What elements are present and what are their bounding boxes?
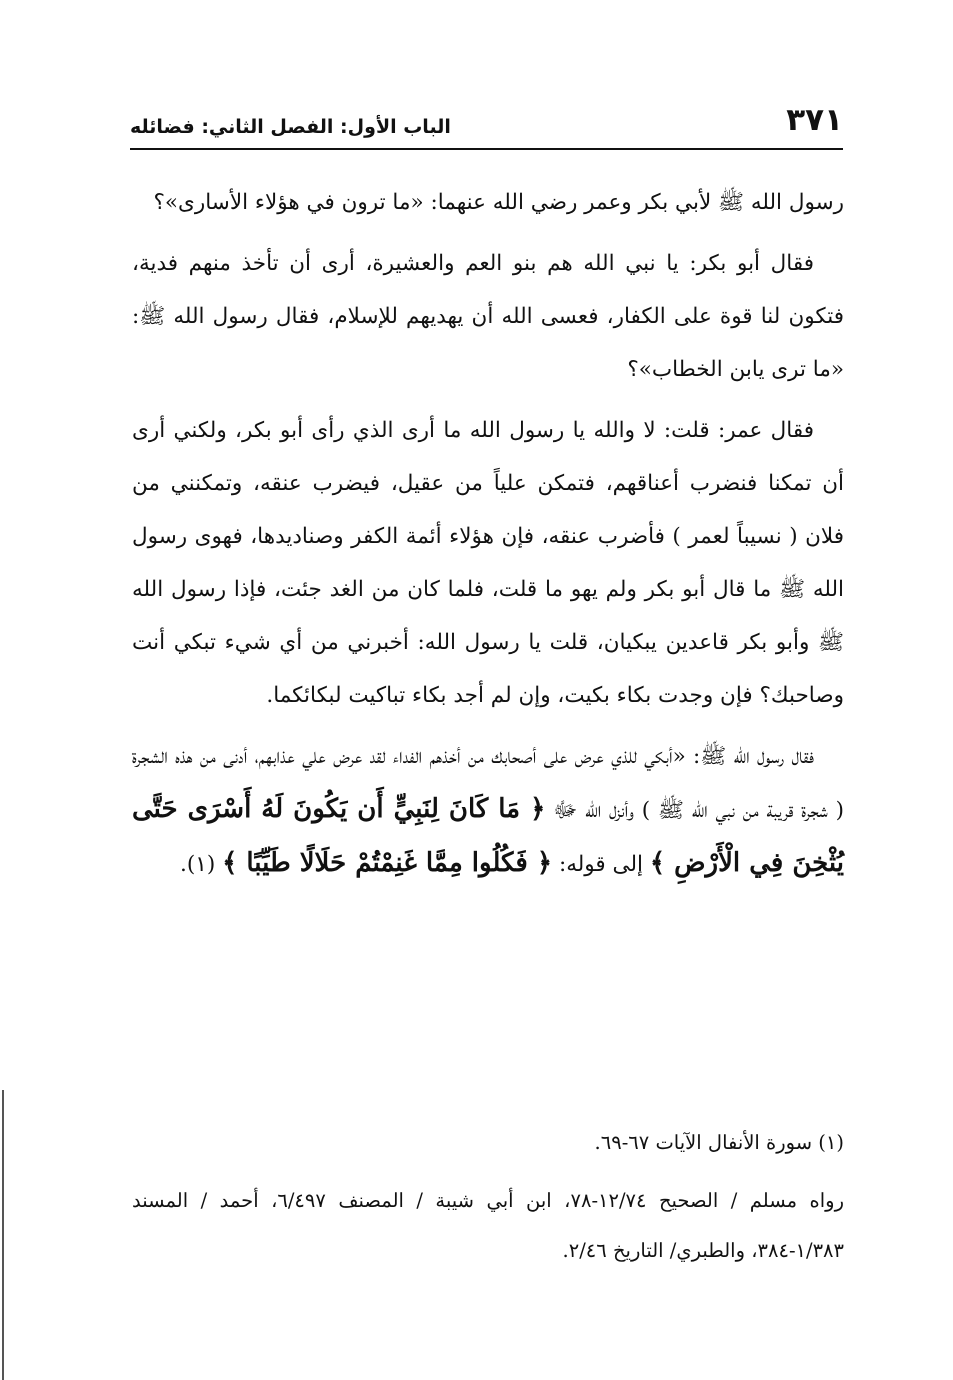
paragraph-4-connector: إلى قوله: (558, 852, 643, 877)
page-header (130, 102, 843, 148)
paragraph-1: رسول الله ﷺ لأبي بكر وعمر رضي الله عنهما: «ما ترون في هؤلاء الأسارى»؟ (153, 190, 844, 215)
quran-verse-1: ﴿ مَا كَانَ لِنَبِيٍّ أَن يَكُونَ لَهُ أَسْرَى حَتَّى يُثْخِنَ فِي الْأَرْضِ ﴾ (132, 794, 844, 878)
running-title: الباب الأول: الفصل الثاني: فضائله (130, 116, 451, 138)
header-rule (130, 148, 843, 150)
paragraph-2: فقال أبو بكر: يا نبي الله هم بنو العم والعشيرة، أرى أن تأخذ منهم فدية، فتكون لنا قوة على الكفار، فعسى الله أن يهديهم للإسلام، فقال رسول الله ﷺ: «ما ترى يابن الخطاب»؟ (132, 251, 844, 382)
footnote-1: (١) سورة الأنفال الآيات ٦٧-٦٩. (594, 1131, 844, 1154)
paragraph-4-text: فقال رسول الله ﷺ: «أبكي للذي عرض على أصحابك من أخذهم الفداء لقد عرض علي عذابهم، أدنى من هذه الشجرة ( شجرة قريبة من نبي الله ﷺ ) وأنزل الله ﷻ (132, 744, 844, 823)
paragraph-4 (132, 730, 844, 891)
footnote-marker: (١). (180, 852, 216, 877)
main-text (132, 176, 844, 899)
paragraph-3: فقال عمر: قلت: لا والله يا رسول الله ما أرى الذي رأى أبو بكر، ولكني أرى أن تمكنا فنضرب أعناقهم، فتمكن علياً من عقيل، فيضرب عنقه، وتمكنني من فلان ( نسيباً لعمر ) فأضرب عنقه، فإن هؤلاء أئمة الكفر وصناديدها، فهوى رسول الله ﷺ ما قال أبو بكر ولم يهو ما قلت، فلما كان من الغد جئت، فإذا رسول الله ﷺ وأبو بكر قاعدين يبكيان، قلت يا رسول الله: أخبرني من أي شيء تبكي أنت وصاحبك؟ فإن وجدت بكاء بكيت، وإن لم أجد بكاء تباكيت لبكائكما. (132, 418, 844, 708)
footnote-2: رواه مسلم / الصحيح ١٢/٧٤-٧٨، ابن أبي شيبة / المصنف ٦/٤٩٧، أحمد / المسند ١/٣٨٣-٣٨٤، والطبري/ التاريخ ٢/٤٦. (132, 1189, 844, 1262)
footnotes (132, 1118, 844, 1284)
scan-edge-line (2, 1090, 4, 1380)
quran-verse-2: ﴿ فَكُلُوا مِمَّا غَنِمْتُمْ حَلَالًا طَيِّبًا ﴾ (222, 848, 553, 878)
page-number: ٣٧١ (786, 102, 843, 138)
